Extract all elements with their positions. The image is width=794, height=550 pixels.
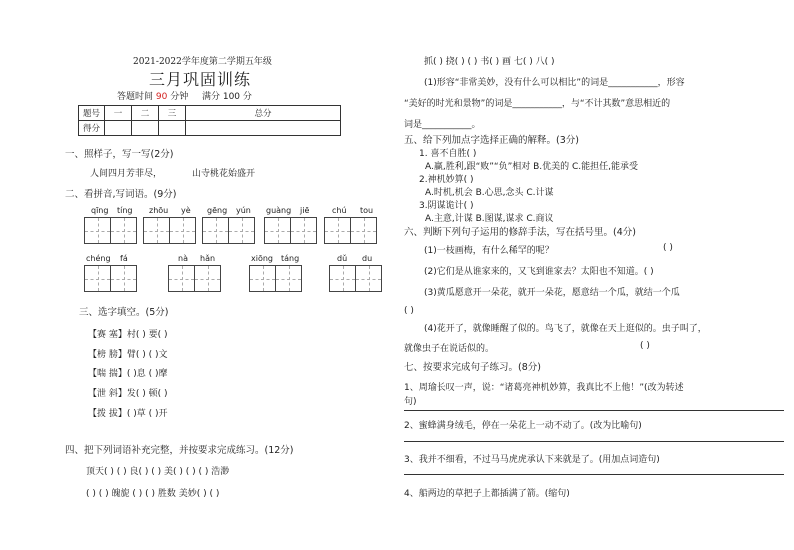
q7-item-3: 3、我并不细看，不过马马虎虎承认下来就是了。(用加点词造句)	[404, 455, 660, 465]
writing-grid[interactable]	[324, 217, 377, 244]
r-q1-line-c: 词是___________。	[404, 120, 481, 130]
writing-grid[interactable]	[202, 217, 255, 244]
time-label: 答题时间	[117, 92, 154, 102]
pinyin: tou	[360, 206, 374, 215]
q6-title: 六、判断下列句子运用的修辞手法，写在括号里。(4分)	[404, 227, 636, 238]
q6-item-4a: (4)花开了，就像睡醒了似的。鸟飞了，就像在天上逛似的。虫子叫了，	[424, 324, 707, 334]
time-unit: 分钟	[170, 92, 189, 102]
pinyin: yún	[236, 206, 251, 215]
r-word-line: 抓( ) 挠( ) ( ) 书( ) 画 七( ) 八( )	[424, 57, 555, 67]
score-cell-total: 总分	[186, 106, 341, 121]
q1-title: 一、照样子，写一写(2分)	[65, 149, 174, 160]
score-cell-1: 一	[105, 106, 132, 121]
q2-title: 二、看拼音,写词语。(9分)	[65, 189, 177, 200]
answer-line[interactable]	[404, 410, 784, 411]
q1-example-2: 山寺桃花始盛开	[192, 169, 256, 179]
pinyin: dǔ	[337, 254, 348, 263]
page-title: 三月巩固训练	[149, 70, 252, 89]
q5-title: 五、给下列加点字选择正确的解释。(3分)	[404, 135, 579, 146]
score-input[interactable]	[159, 121, 186, 136]
q3-line: 【赛 塞】村( ) 要( )	[88, 330, 168, 340]
q7-item-2: 2、蜜蜂满身绒毛，停在一朵花上一动不动了。(改为比喻句)	[404, 421, 642, 431]
q6-item-3: (3)黄瓜愿意开一朵花，就开一朵花，愿意结一个瓜，就结一个瓜	[424, 288, 680, 298]
q7-item-4: 4、船两边的草把子上都插满了箭。(缩句)	[404, 489, 570, 499]
q6-item-1-blank[interactable]: ( )	[663, 243, 673, 253]
q3-line: 【喘 揣】( )息 ( )摩	[88, 369, 168, 379]
pinyin: táng	[281, 254, 300, 263]
q7-title: 七、按要求完成句子练习。(8分)	[404, 362, 541, 373]
q5-item-3: 3.阴谋诡计( )	[419, 201, 474, 211]
pinyin: hǎn	[200, 254, 216, 263]
answer-line[interactable]	[404, 474, 784, 475]
writing-grid[interactable]	[249, 265, 302, 292]
q5-item-1-options: A.赢,胜利,跟“败”“负”相对 B.优美的 C.能担任,能承受	[425, 162, 638, 172]
pinyin: yè	[181, 206, 191, 215]
writing-grid[interactable]	[329, 265, 382, 292]
pinyin: tíng	[117, 206, 133, 215]
pinyin: jiē	[300, 206, 310, 215]
score-input[interactable]	[186, 121, 341, 136]
q5-item-3-options: A.主意,计谋 B.图谋,谋求 C.商议	[425, 214, 554, 224]
q4-title: 四、把下列词语补充完整，并按要求完成练习。(12分)	[65, 445, 294, 456]
answer-line[interactable]	[404, 441, 784, 442]
pinyin: chéng	[86, 254, 111, 263]
score-table	[78, 105, 341, 136]
exam-year: 2021-2022学年度第二学期五年级	[133, 57, 272, 67]
q3-line: 【拨 拔】( )草 ( )开	[88, 409, 168, 419]
exam-time	[117, 89, 252, 102]
q1-example-1: 人间四月芳菲尽，	[90, 169, 163, 179]
q5-item-2-options: A.时机,机会 B.心思,念头 C.计谋	[425, 188, 554, 198]
score-row-label: 得分	[79, 121, 105, 136]
writing-grid[interactable]	[264, 217, 317, 244]
score-input[interactable]	[132, 121, 159, 136]
pinyin: zhōu	[149, 206, 169, 215]
q3-line: 【泄 斜】发( ) 顿( )	[88, 389, 168, 399]
writing-grid[interactable]	[84, 265, 137, 292]
score-cell-3: 三	[159, 106, 186, 121]
pinyin: du	[362, 254, 373, 263]
score-input[interactable]	[105, 121, 132, 136]
q5-item-2: 2.神机妙算( )	[419, 175, 474, 185]
q3-line: 【榜 膀】臂( ) ( )文	[88, 350, 168, 360]
q7-item-1a: 1、周瑜长叹一声，说：“诸葛亮神机妙算，我真比不上他！”(改为转述	[404, 383, 684, 393]
pinyin: guàng	[266, 206, 292, 215]
q6-item-2: (2)它们是从谁家来的，又飞到谁家去？太阳也不知道。( )	[424, 267, 654, 277]
pinyin: nà	[178, 254, 188, 263]
full-score: 满分 100 分	[201, 92, 252, 102]
score-cell-2: 二	[132, 106, 159, 121]
q5-item-1: 1. 喜不自胜( )	[419, 149, 477, 159]
q6-item-1: (1)一枝画梅，有什么稀罕的呢？	[424, 246, 554, 256]
time-value: 90	[155, 92, 168, 102]
q6-item-4b: 就像虫子在说话似的。	[404, 344, 495, 354]
pinyin: gēng	[207, 206, 228, 215]
q3-title: 三、选字填空。(5分)	[79, 307, 169, 318]
r-q1-line-a: (1)形容“非常美妙，没有什么可以相比”的词是___________，形容	[424, 78, 685, 88]
pinyin: fá	[120, 254, 128, 263]
pinyin: qīng	[91, 206, 109, 215]
q6-item-4-blank[interactable]: ( )	[640, 341, 650, 351]
r-q1-line-b: “美好的时光和景物”的词是___________，与“不计其数”意思相近的	[404, 99, 671, 109]
pinyin: xiōng	[251, 254, 273, 263]
writing-grid[interactable]	[168, 265, 221, 292]
writing-grid[interactable]	[84, 217, 137, 244]
writing-grid[interactable]	[143, 217, 196, 244]
q4-line-1: 顶天( ) ( ) 良( ) ( ) 美( ) ( ) ( ) 浩渺	[86, 467, 230, 477]
q6-item-3-blank[interactable]: ( )	[404, 306, 414, 316]
pinyin: chú	[332, 206, 347, 215]
q4-line-2: ( ) ( ) 魄旎 ( ) ( ) 胜数 美妙( ) ( )	[86, 489, 220, 499]
score-cell-label: 题号	[79, 106, 105, 121]
q7-item-1b: 句)	[404, 397, 417, 407]
